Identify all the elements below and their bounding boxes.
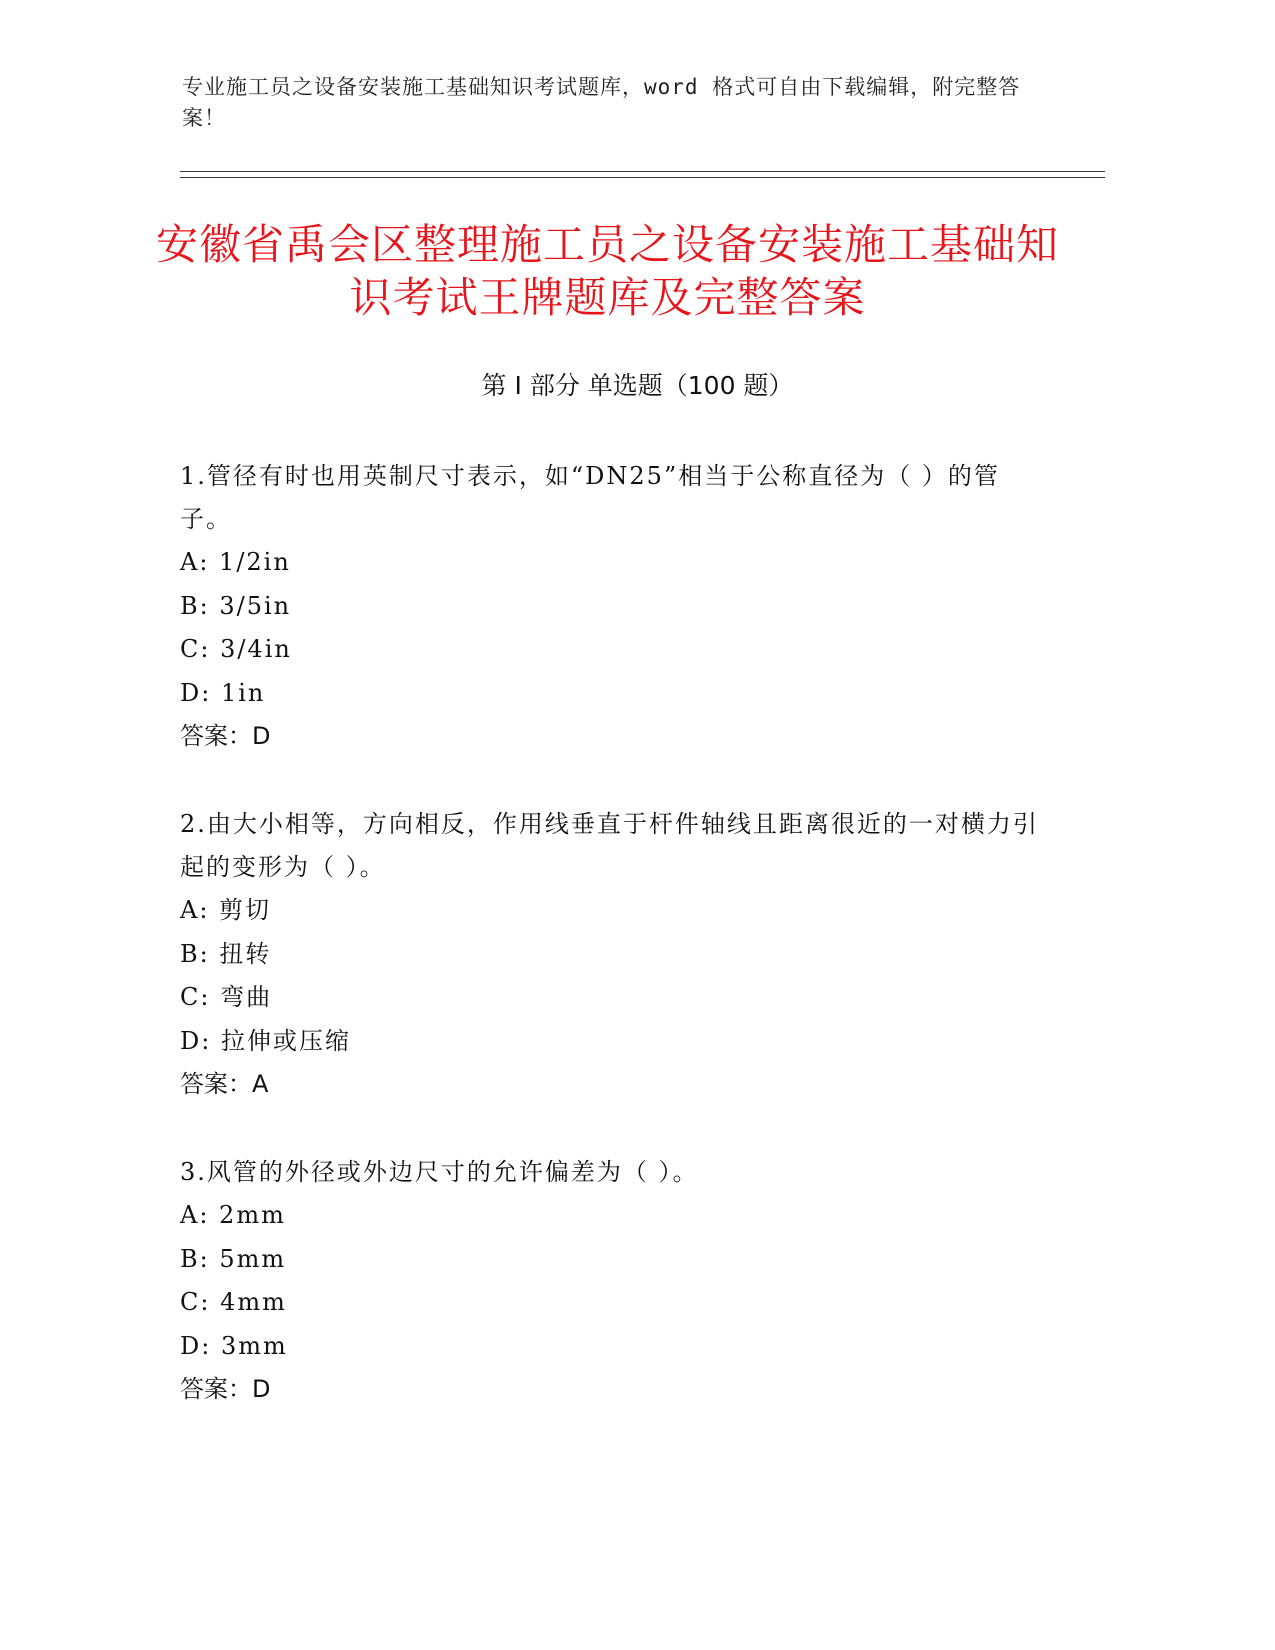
question-3 <box>180 1151 1040 1412</box>
question-2 <box>180 803 1040 1107</box>
question-stem: 2.由大小相等，方向相反，作用线垂直于杆件轴线且距离很近的一对横力引起的变形为（ ）。 <box>180 810 1039 881</box>
option-c: C: 4mm <box>180 1288 287 1316</box>
answer: 答案：D <box>180 1375 271 1403</box>
option-b: B: 5mm <box>180 1244 287 1273</box>
option-b: B: 3/5in <box>180 591 292 620</box>
option-d: D: 3mm <box>180 1331 288 1360</box>
question-stem: 3.风管的外径或外边尺寸的允许偏差为（ ）。 <box>180 1158 699 1186</box>
answer: 答案：D <box>180 722 271 750</box>
option-a: A: 2mm <box>180 1201 286 1229</box>
option-d: D: 1in <box>180 678 266 707</box>
document-title: 安徽省禹会区整理施工员之设备安装施工基础知识考试王牌题库及完整答案 <box>155 220 1059 322</box>
header-note: 专业施工员之设备安装施工基础知识考试题库，word 格式可自由下载编辑，附完整答案！ <box>182 75 1021 130</box>
question-1 <box>180 455 1040 759</box>
option-a: A: 剪切 <box>180 896 272 924</box>
question-stem: 1.管径有时也用英制尺寸表示，如“DN25”相当于公称直径为（ ）的管子。 <box>180 462 1000 533</box>
option-b: B: 扭转 <box>180 939 272 968</box>
option-c: C: 弯曲 <box>180 983 273 1011</box>
section-heading: 第 I 部分 单选题（100 题） <box>481 371 794 400</box>
answer: 答案：A <box>180 1070 269 1098</box>
option-c: C: 3/4in <box>180 635 292 663</box>
header-divider-bottom <box>180 177 1105 178</box>
option-a: A: 1/2in <box>180 548 291 576</box>
option-d: D: 拉伸或压缩 <box>180 1026 351 1055</box>
header-divider-top <box>180 171 1105 172</box>
